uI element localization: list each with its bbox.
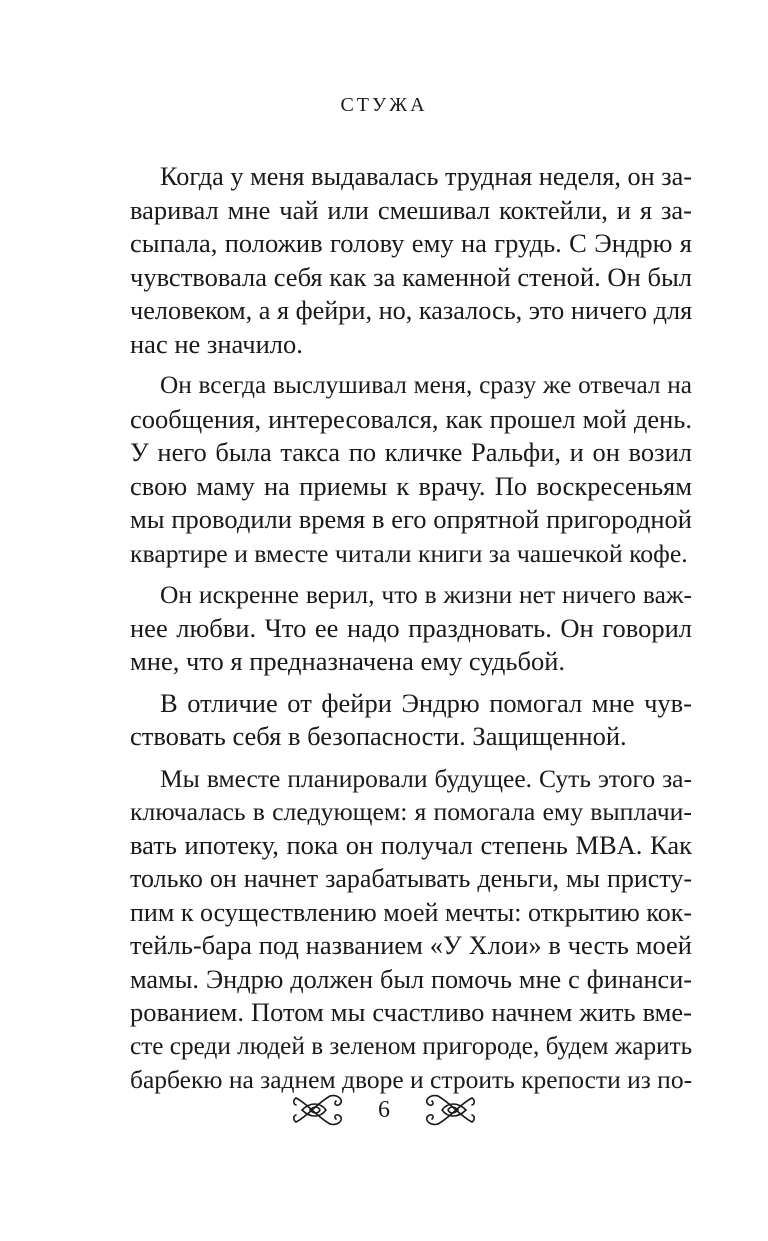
page-footer	[0, 1088, 768, 1132]
flourish-ornament-icon	[418, 1090, 478, 1130]
text-line: рованием. Потом мы счастливо начнем жить вме-	[130, 997, 692, 1027]
text-line: сыпала, положив голову ему на грудь. С Эндрю я	[130, 228, 692, 258]
text-line: В отличие от фейри Эндрю помогал мне чув-	[160, 687, 692, 718]
text-line: чувствовала себя как за каменной стеной. Он был	[130, 261, 692, 292]
text-line: Он всегда выслушивал меня, сразу же отвечал на	[160, 371, 692, 399]
paragraph	[130, 578, 692, 679]
text-line: мне, что я предназначена ему судьбой.	[130, 646, 565, 676]
text-line: квартире и вместе читали книги за чашечкой кофе.	[130, 538, 688, 568]
text-line: варивал мне чай или смешивал коктейли, и я за-	[130, 194, 692, 225]
text-line: Мы вместе планировали будущее. Суть этого за-	[160, 763, 692, 793]
running-head: СТУЖА	[340, 94, 428, 116]
text-line: Он искренне верил, что в жизни нет ничего важ-	[160, 580, 692, 609]
text-line: сте среди людей в зеленом пригороде, будем жарить	[130, 1031, 693, 1060]
text-line: человеком, а я фейри, но, казалось, это ничего для	[130, 296, 693, 325]
paragraph	[130, 762, 692, 1097]
text-line: барбекю на заднем дворе и строить крепости из по-	[130, 1065, 693, 1094]
text-line: ствовать себя в безопасности. Защищенной.	[130, 721, 627, 751]
flourish-ornament-icon	[290, 1090, 350, 1130]
text-line: нас не значило.	[130, 328, 303, 359]
text-line: ключалась в следующем: я помогала ему выплачи-	[130, 797, 692, 826]
text-line: Когда у меня выдавалась трудная неделя, он за-	[160, 162, 692, 191]
page-number: 6	[378, 1096, 390, 1123]
text-line: нее любви. Что ее надо праздновать. Он говорил	[130, 612, 692, 643]
text-line: мы проводили время в его опрятной пригородной	[130, 504, 692, 534]
text-line: мамы. Эндрю должен был помочь мне с финанси-	[130, 964, 692, 994]
text-line: пим к осуществлению моей мечты: открытию кок-	[130, 897, 692, 927]
paragraph	[130, 687, 692, 754]
paragraph	[130, 160, 692, 361]
body-text	[130, 160, 692, 1105]
text-line: У него была такса по кличке Ральфи, и он возил	[130, 437, 692, 467]
text-line: вать ипотеку, пока он получал степень MBA. Как	[130, 829, 692, 860]
paragraph	[130, 369, 692, 570]
text-line: только он начнет зарабатывать деньги, мы присту-	[130, 864, 692, 893]
text-line: свою маму на приемы к врачу. По воскресеньям	[130, 470, 692, 501]
text-line: сообщения, интересовался, как прошел мой день.	[130, 403, 692, 434]
text-line: тейль-бара под названием «У Хлои» в честь моей	[130, 930, 692, 960]
